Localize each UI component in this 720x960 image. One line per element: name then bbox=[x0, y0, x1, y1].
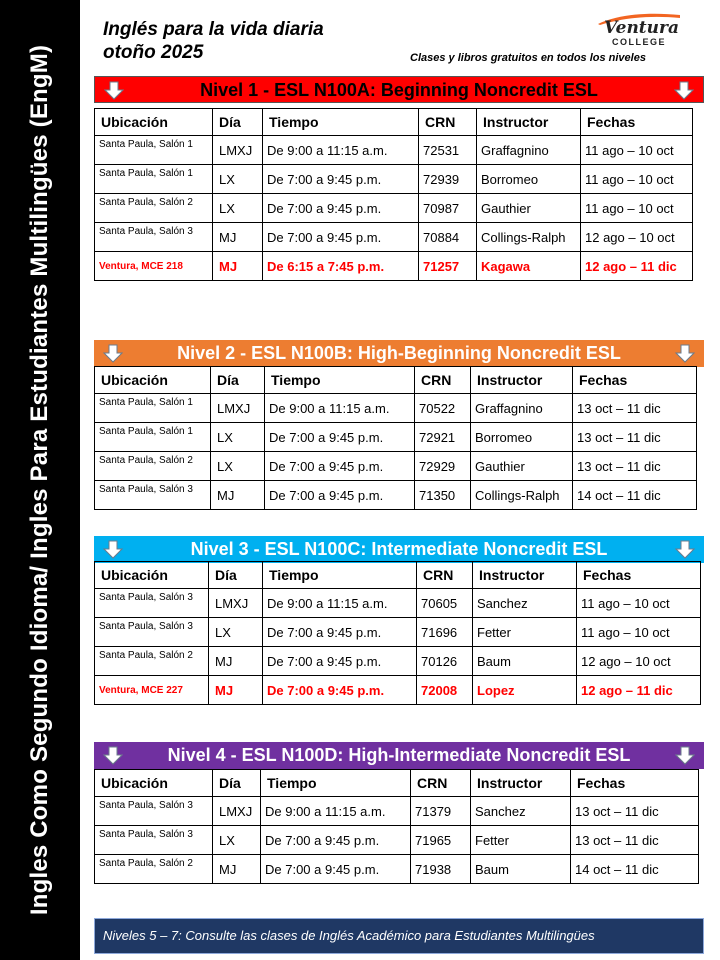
cell-dates: 11 ago – 10 oct bbox=[581, 136, 693, 165]
level-4-table bbox=[94, 769, 699, 884]
table-row bbox=[95, 647, 701, 676]
cell-day: LX bbox=[211, 452, 265, 481]
logo-college: COLLEGE bbox=[612, 37, 667, 47]
cell-location: Santa Paula, Salón 1 bbox=[95, 423, 211, 452]
column-header-time: Tiempo bbox=[263, 109, 419, 136]
cell-time: De 9:00 a 11:15 a.m. bbox=[263, 136, 419, 165]
cell-instructor: Graffagnino bbox=[471, 394, 573, 423]
logo-wordmark: Ventura bbox=[604, 18, 679, 38]
title-line-1: Inglés para la vida diaria bbox=[103, 19, 324, 40]
column-header-day: Día bbox=[211, 367, 265, 394]
cell-time: De 7:00 a 9:45 p.m. bbox=[263, 165, 419, 194]
table-row bbox=[95, 394, 697, 423]
down-arrow-icon bbox=[103, 746, 123, 765]
cell-crn: 70884 bbox=[419, 223, 477, 252]
cell-time: De 7:00 a 9:45 p.m. bbox=[263, 223, 419, 252]
cell-location: Santa Paula, Salón 3 bbox=[95, 223, 213, 252]
cell-location: Santa Paula, Salón 2 bbox=[95, 855, 213, 884]
column-header-day: Día bbox=[209, 562, 263, 589]
sidebar-title: Ingles Como Segundo Idioma/ Ingles Para Estudiantes Multilingües (EngM) bbox=[26, 44, 53, 916]
cell-dates: 14 oct – 11 dic bbox=[571, 855, 699, 884]
column-header-instructor: Instructor bbox=[477, 109, 581, 136]
level-2-banner bbox=[94, 340, 704, 367]
column-header-instructor: Instructor bbox=[473, 562, 577, 589]
level-4-banner bbox=[94, 742, 704, 769]
column-header-dates: Fechas bbox=[573, 367, 697, 394]
table-row bbox=[95, 826, 699, 855]
cell-day: LX bbox=[213, 826, 261, 855]
column-header-crn: CRN bbox=[411, 770, 471, 797]
cell-instructor: Gauthier bbox=[471, 452, 573, 481]
down-arrow-icon bbox=[103, 540, 123, 559]
table-row bbox=[95, 194, 693, 223]
footer-note: Niveles 5 – 7: Consulte las clases de Inglés Académico para Estudiantes Multilingües bbox=[94, 918, 704, 954]
cell-location: Ventura, MCE 218 bbox=[95, 252, 213, 281]
cell-dates: 11 ago – 10 oct bbox=[577, 618, 701, 647]
level-4-title: Nivel 4 - ESL N100D: High-Intermediate Noncredit ESL bbox=[167, 745, 631, 765]
cell-crn: 71379 bbox=[411, 797, 471, 826]
table-row bbox=[95, 165, 693, 194]
cell-dates: 12 ago – 11 dic bbox=[581, 252, 693, 281]
cell-day: LMXJ bbox=[211, 394, 265, 423]
cell-day: MJ bbox=[211, 481, 265, 510]
cell-day: LX bbox=[209, 618, 263, 647]
level-3-banner bbox=[94, 536, 704, 563]
cell-dates: 14 oct – 11 dic bbox=[573, 481, 697, 510]
down-arrow-icon bbox=[674, 81, 694, 100]
cell-time: De 7:00 a 9:45 p.m. bbox=[263, 647, 417, 676]
cell-crn: 71965 bbox=[411, 826, 471, 855]
column-header-crn: CRN bbox=[419, 109, 477, 136]
cell-instructor: Lopez bbox=[473, 676, 577, 705]
column-header-dates: Fechas bbox=[571, 770, 699, 797]
cell-instructor: Kagawa bbox=[477, 252, 581, 281]
ventura-college-logo bbox=[594, 10, 684, 50]
down-arrow-icon bbox=[675, 540, 695, 559]
cell-dates: 13 oct – 11 dic bbox=[571, 797, 699, 826]
column-header-location: Ubicación bbox=[95, 562, 209, 589]
sidebar bbox=[0, 0, 80, 960]
header-row bbox=[95, 562, 701, 589]
cell-dates: 13 oct – 11 dic bbox=[571, 826, 699, 855]
cell-day: MJ bbox=[213, 223, 263, 252]
title-line-2: otoño 2025 bbox=[103, 42, 204, 63]
cell-dates: 11 ago – 10 oct bbox=[581, 194, 693, 223]
cell-crn: 71696 bbox=[417, 618, 473, 647]
level-2-table bbox=[94, 366, 697, 510]
cell-location: Santa Paula, Salón 3 bbox=[95, 589, 209, 618]
cell-day: LMXJ bbox=[209, 589, 263, 618]
level-3-table bbox=[94, 561, 701, 705]
column-header-dates: Fechas bbox=[581, 109, 693, 136]
cell-crn: 71938 bbox=[411, 855, 471, 884]
table-row bbox=[95, 136, 693, 165]
table-row bbox=[95, 618, 701, 647]
down-arrow-icon bbox=[103, 344, 123, 363]
cell-crn: 72008 bbox=[417, 676, 473, 705]
header-row bbox=[95, 770, 699, 797]
column-header-day: Día bbox=[213, 770, 261, 797]
level-3-title: Nivel 3 - ESL N100C: Intermediate Noncredit ESL bbox=[190, 539, 608, 559]
cell-dates: 13 oct – 11 dic bbox=[573, 452, 697, 481]
column-header-instructor: Instructor bbox=[471, 770, 571, 797]
cell-crn: 72921 bbox=[415, 423, 471, 452]
cell-time: De 7:00 a 9:45 p.m. bbox=[263, 618, 417, 647]
cell-time: De 7:00 a 9:45 p.m. bbox=[261, 826, 411, 855]
cell-day: LMXJ bbox=[213, 136, 263, 165]
table-row bbox=[95, 481, 697, 510]
cell-instructor: Collings-Ralph bbox=[471, 481, 573, 510]
cell-time: De 6:15 a 7:45 p.m. bbox=[263, 252, 419, 281]
cell-location: Santa Paula, Salón 3 bbox=[95, 618, 209, 647]
cell-day: LX bbox=[213, 194, 263, 223]
column-header-time: Tiempo bbox=[261, 770, 411, 797]
column-header-location: Ubicación bbox=[95, 770, 213, 797]
cell-instructor: Graffagnino bbox=[477, 136, 581, 165]
cell-crn: 71350 bbox=[415, 481, 471, 510]
level-1-table bbox=[94, 108, 693, 281]
subtitle: Clases y libros gratuitos en todos los niveles bbox=[410, 52, 646, 64]
cell-time: De 9:00 a 11:15 a.m. bbox=[265, 394, 415, 423]
cell-dates: 12 ago – 10 oct bbox=[581, 223, 693, 252]
cell-crn: 70605 bbox=[417, 589, 473, 618]
page-title bbox=[103, 18, 324, 64]
column-header-location: Ubicación bbox=[95, 367, 211, 394]
cell-time: De 9:00 a 11:15 a.m. bbox=[263, 589, 417, 618]
cell-crn: 70522 bbox=[415, 394, 471, 423]
cell-location: Santa Paula, Salón 2 bbox=[95, 452, 211, 481]
cell-instructor: Fetter bbox=[473, 618, 577, 647]
table-row bbox=[95, 676, 701, 705]
cell-crn: 72531 bbox=[419, 136, 477, 165]
table-row bbox=[95, 223, 693, 252]
cell-crn: 70126 bbox=[417, 647, 473, 676]
level-1-banner bbox=[94, 76, 704, 103]
cell-location: Ventura, MCE 227 bbox=[95, 676, 209, 705]
column-header-crn: CRN bbox=[417, 562, 473, 589]
cell-location: Santa Paula, Salón 3 bbox=[95, 826, 213, 855]
cell-time: De 7:00 a 9:45 p.m. bbox=[263, 676, 417, 705]
header-row bbox=[95, 367, 697, 394]
header-row bbox=[95, 109, 693, 136]
cell-day: LX bbox=[211, 423, 265, 452]
table-row bbox=[95, 252, 693, 281]
cell-day: LMXJ bbox=[213, 797, 261, 826]
cell-dates: 13 oct – 11 dic bbox=[573, 423, 697, 452]
cell-instructor: Baum bbox=[473, 647, 577, 676]
cell-instructor: Collings-Ralph bbox=[477, 223, 581, 252]
down-arrow-icon bbox=[104, 81, 124, 100]
column-header-instructor: Instructor bbox=[471, 367, 573, 394]
cell-time: De 7:00 a 9:45 p.m. bbox=[265, 452, 415, 481]
column-header-time: Tiempo bbox=[263, 562, 417, 589]
cell-location: Santa Paula, Salón 3 bbox=[95, 481, 211, 510]
column-header-crn: CRN bbox=[415, 367, 471, 394]
cell-day: LX bbox=[213, 165, 263, 194]
cell-location: Santa Paula, Salón 1 bbox=[95, 136, 213, 165]
level-1-title: Nivel 1 - ESL N100A: Beginning Noncredit ESL bbox=[200, 80, 598, 100]
table-row bbox=[95, 589, 701, 618]
cell-dates: 13 oct – 11 dic bbox=[573, 394, 697, 423]
cell-location: Santa Paula, Salón 2 bbox=[95, 194, 213, 223]
column-header-location: Ubicación bbox=[95, 109, 213, 136]
down-arrow-icon bbox=[675, 746, 695, 765]
cell-crn: 70987 bbox=[419, 194, 477, 223]
column-header-day: Día bbox=[213, 109, 263, 136]
cell-instructor: Fetter bbox=[471, 826, 571, 855]
column-header-time: Tiempo bbox=[265, 367, 415, 394]
cell-dates: 11 ago – 10 oct bbox=[577, 589, 701, 618]
cell-time: De 7:00 a 9:45 p.m. bbox=[263, 194, 419, 223]
cell-instructor: Gauthier bbox=[477, 194, 581, 223]
level-2-title: Nivel 2 - ESL N100B: High-Beginning Noncredit ESL bbox=[177, 343, 621, 363]
cell-instructor: Borromeo bbox=[477, 165, 581, 194]
cell-crn: 71257 bbox=[419, 252, 477, 281]
down-arrow-icon bbox=[675, 344, 695, 363]
cell-location: Santa Paula, Salón 1 bbox=[95, 165, 213, 194]
table-row bbox=[95, 423, 697, 452]
cell-instructor: Borromeo bbox=[471, 423, 573, 452]
table-row bbox=[95, 797, 699, 826]
cell-time: De 7:00 a 9:45 p.m. bbox=[261, 855, 411, 884]
cell-dates: 12 ago – 11 dic bbox=[577, 676, 701, 705]
cell-instructor: Sanchez bbox=[473, 589, 577, 618]
cell-location: Santa Paula, Salón 3 bbox=[95, 797, 213, 826]
cell-dates: 11 ago – 10 oct bbox=[581, 165, 693, 194]
cell-crn: 72939 bbox=[419, 165, 477, 194]
cell-day: MJ bbox=[213, 855, 261, 884]
table-row bbox=[95, 855, 699, 884]
table-row bbox=[95, 452, 697, 481]
cell-time: De 9:00 a 11:15 a.m. bbox=[261, 797, 411, 826]
cell-day: MJ bbox=[213, 252, 263, 281]
cell-day: MJ bbox=[209, 676, 263, 705]
cell-day: MJ bbox=[209, 647, 263, 676]
cell-instructor: Sanchez bbox=[471, 797, 571, 826]
column-header-dates: Fechas bbox=[577, 562, 701, 589]
cell-crn: 72929 bbox=[415, 452, 471, 481]
cell-time: De 7:00 a 9:45 p.m. bbox=[265, 481, 415, 510]
cell-dates: 12 ago – 10 oct bbox=[577, 647, 701, 676]
cell-location: Santa Paula, Salón 2 bbox=[95, 647, 209, 676]
cell-time: De 7:00 a 9:45 p.m. bbox=[265, 423, 415, 452]
cell-instructor: Baum bbox=[471, 855, 571, 884]
cell-location: Santa Paula, Salón 1 bbox=[95, 394, 211, 423]
